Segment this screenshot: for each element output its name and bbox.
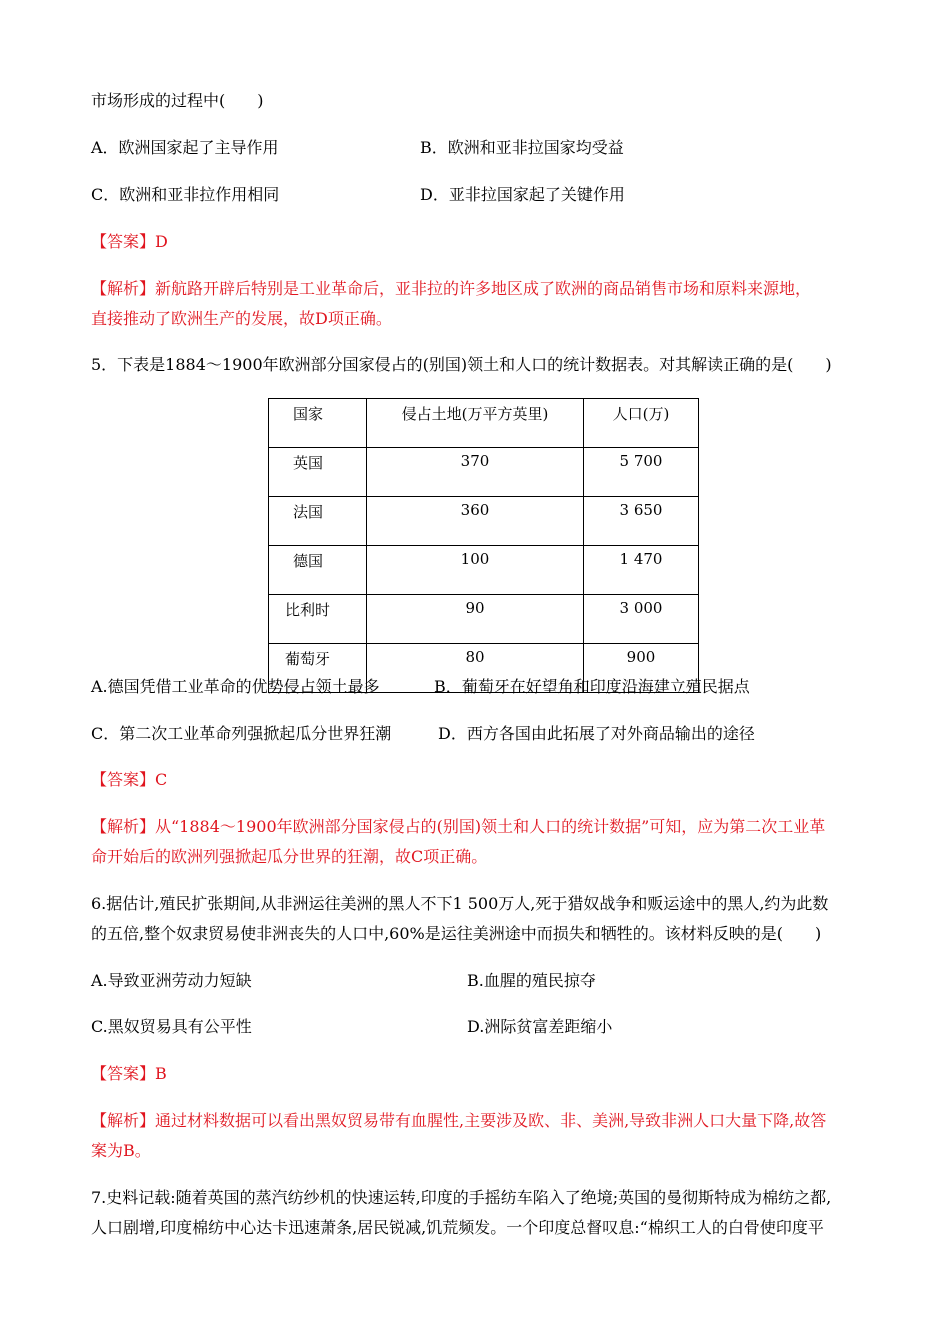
q6-stem-line1: 6.据估计,殖民扩张期间,从非洲运往美洲的黑人不下1 500万人,死于猎奴战争和贩运途中的黑人,约为此数: [91, 894, 829, 913]
q5-option-b: B．葡萄牙在好望角和印度沿海建立殖民据点: [434, 677, 750, 696]
table-cell: 3 650: [584, 497, 699, 546]
q6-option-a: A.导致亚洲劳动力短缺: [91, 971, 252, 990]
q5-option-a: A.德国凭借工业革命的优势侵占领土最多: [91, 677, 380, 696]
q6-option-b: B.血腥的殖民掠夺: [467, 971, 596, 990]
q7-stem-line2: 人口剧增,印度棉纺中心达卡迅速萧条,居民锐减,饥荒频发。一个印度总督叹息:“棉织工人的白骨使印度平: [91, 1218, 824, 1237]
q6-analysis-line2: 案为B。: [91, 1141, 151, 1160]
table-cell: 德国: [269, 546, 367, 595]
table-row: [269, 546, 699, 595]
table-row: [269, 448, 699, 497]
q5-analysis-line2: 命开始后的欧洲列强掀起瓜分世界的狂潮，故C项正确。: [91, 847, 488, 866]
table-header-cell: 侵占土地(万平方英里): [367, 399, 584, 448]
q4-option-b: B．欧洲和亚非拉国家均受益: [420, 138, 624, 157]
q4-option-a: A．欧洲国家起了主导作用: [91, 138, 279, 157]
q5-stem: 5．下表是1884～1900年欧洲部分国家侵占的(别国)领土和人口的统计数据表。对其解读正确的是( ): [91, 355, 832, 374]
q4-stem-tail: 市场形成的过程中( ): [91, 91, 264, 110]
q4-option-c: C．欧洲和亚非拉作用相同: [91, 185, 280, 204]
q4-option-d: D．亚非拉国家起了关键作用: [420, 185, 625, 204]
q6-option-d: D.洲际贫富差距缩小: [467, 1017, 613, 1036]
q6-option-c: C.黑奴贸易具有公平性: [91, 1017, 252, 1036]
q4-analysis-line1: 【解析】新航路开辟后特别是工业革命后，亚非拉的许多地区成了欧洲的商品销售市场和原料来源地，: [91, 279, 812, 298]
table-row: [269, 595, 699, 644]
q6-stem-line2: 的五倍,整个奴隶贸易使非洲丧失的人口中,60%是运往美洲途中而损失和牺牲的。该材料反映的是( ): [91, 924, 822, 943]
table-cell: 370: [367, 448, 584, 497]
table-cell: 80: [367, 644, 584, 693]
table-cell: 3 000: [584, 595, 699, 644]
q5-data-table: [268, 398, 699, 693]
table-cell: 5 700: [584, 448, 699, 497]
table-cell: 法国: [269, 497, 367, 546]
table-cell: 葡萄牙: [269, 644, 367, 693]
q5-option-c: C．第二次工业革命列强掀起瓜分世界狂潮: [91, 724, 392, 743]
table-cell: 360: [367, 497, 584, 546]
q7-stem-line1: 7.史料记载:随着英国的蒸汽纺纱机的快速运转,印度的手摇纺车陷入了绝境;英国的曼彻斯特成为棉纺之都,: [91, 1188, 832, 1207]
table-cell: 900: [584, 644, 699, 693]
table-cell: 90: [367, 595, 584, 644]
q5-analysis-line1: 【解析】从“1884～1900年欧洲部分国家侵占的(别国)领土和人口的统计数据”可知，应为第二次工业革: [91, 817, 826, 836]
q6-answer: 【答案】B: [91, 1064, 167, 1083]
q4-answer: 【答案】D: [91, 232, 168, 251]
table-header-cell: 国家: [269, 399, 367, 448]
table-cell: 英国: [269, 448, 367, 497]
table-cell: 1 470: [584, 546, 699, 595]
table-header-cell: 人口(万): [584, 399, 699, 448]
q5-answer: 【答案】C: [91, 770, 168, 789]
table-cell: 比利时: [269, 595, 367, 644]
q4-analysis-line2: 直接推动了欧洲生产的发展，故D项正确。: [91, 309, 392, 328]
table-cell: 100: [367, 546, 584, 595]
q6-analysis-line1: 【解析】通过材料数据可以看出黑奴贸易带有血腥性,主要涉及欧、非、美洲,导致非洲人口大量下降,故答: [91, 1111, 827, 1130]
table-header-row: [269, 399, 699, 448]
table-row: [269, 497, 699, 546]
q5-option-d: D．西方各国由此拓展了对外商品输出的途径: [438, 724, 755, 743]
